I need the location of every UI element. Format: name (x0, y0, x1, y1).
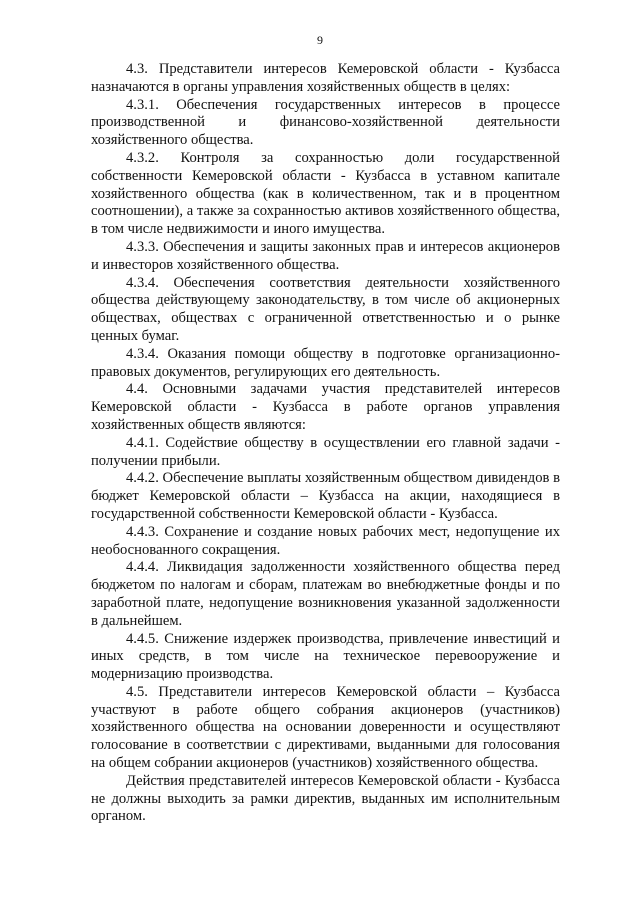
paragraph-4-5: 4.5. Представители интересов Кемеровской области – Кузбасса участвуют в работе общего собрания акционеров (участников) хозяйственного общества на основании доверенности и осуществляют голосование в соответствии с директивами, выданными для голосования на общем собрании акционеров (участников) хозяйственного общества. (91, 683, 560, 772)
paragraph-4-4: 4.4. Основными задачами участия представителей интересов Кемеровской области - Кузбасса в работе органов управления хозяйственных обществ являются: (91, 381, 560, 433)
paragraph-4-3-2: 4.3.2. Контроля за сохранностью доли государственной собственности Кемеровской области - Кузбасса в уставном капитале хозяйственного общества (как в количественном, так и в процентном соотношении), а также за сохранностью активов хозяйственного общества, в том числе недвижимости и иного имущества. (91, 149, 560, 238)
paragraph-4-3: 4.3. Представители интересов Кемеровской области - Кузбасса назначаются в органы управления хозяйственных обществ в целях: (91, 61, 560, 95)
page-number: 9 (317, 33, 323, 47)
paragraph-4-4-4: 4.4.4. Ликвидация задолженности хозяйственного общества перед бюджетом по налогам и сборам, платежам во внебюджетные фонды и по заработной плате, недопущение возникновения указанной задолженности в дальнейшем. (91, 559, 560, 629)
paragraph-4-4-3: 4.4.3. Сохранение и создание новых рабочих мест, недопущение их необоснованного сокращения. (91, 523, 560, 558)
paragraph-final: Действия представителей интересов Кемеровской области - Кузбасса не должны выходить за рамки директив, выданных им исполнительным органом. (91, 772, 560, 825)
paragraph-4-4-2: 4.4.2. Обеспечение выплаты хозяйственным обществом дивидендов в бюджет Кемеровской области – Кузбасса на акции, находящиеся в государственной собственности Кемеровской области - Кузбасса. (91, 470, 560, 522)
paragraph-4-4-1: 4.4.1. Содействие обществу в осуществлении его главной задачи - получении прибыли. (91, 434, 560, 469)
paragraph-4-3-1: 4.3.1. Обеспечения государственных интересов в процессе производственной и финансово-хозяйственной деятельности хозяйственного общества. (91, 96, 560, 149)
paragraph-4-4-5: 4.4.5. Снижение издержек производства, привлечение инвестиций и иных средств, в том числе на техническое перевооружение и модернизацию производства. (91, 630, 560, 683)
paragraph-4-3-4-a: 4.3.4. Обеспечения соответствия деятельности хозяйственного общества действующему законодательству, в том числе об акционерных обществах, обществах с ограниченной ответственностью и о рынке ценных бумаг. (91, 274, 560, 344)
paragraph-4-3-4-b: 4.3.4. Оказания помощи обществу в подготовке организационно-правовых документов, регулирующих его деятельность. (91, 345, 560, 380)
document-body (91, 61, 560, 826)
paragraph-4-3-3: 4.3.3. Обеспечения и защиты законных прав и интересов акционеров и инвесторов хозяйственного общества. (91, 238, 560, 273)
